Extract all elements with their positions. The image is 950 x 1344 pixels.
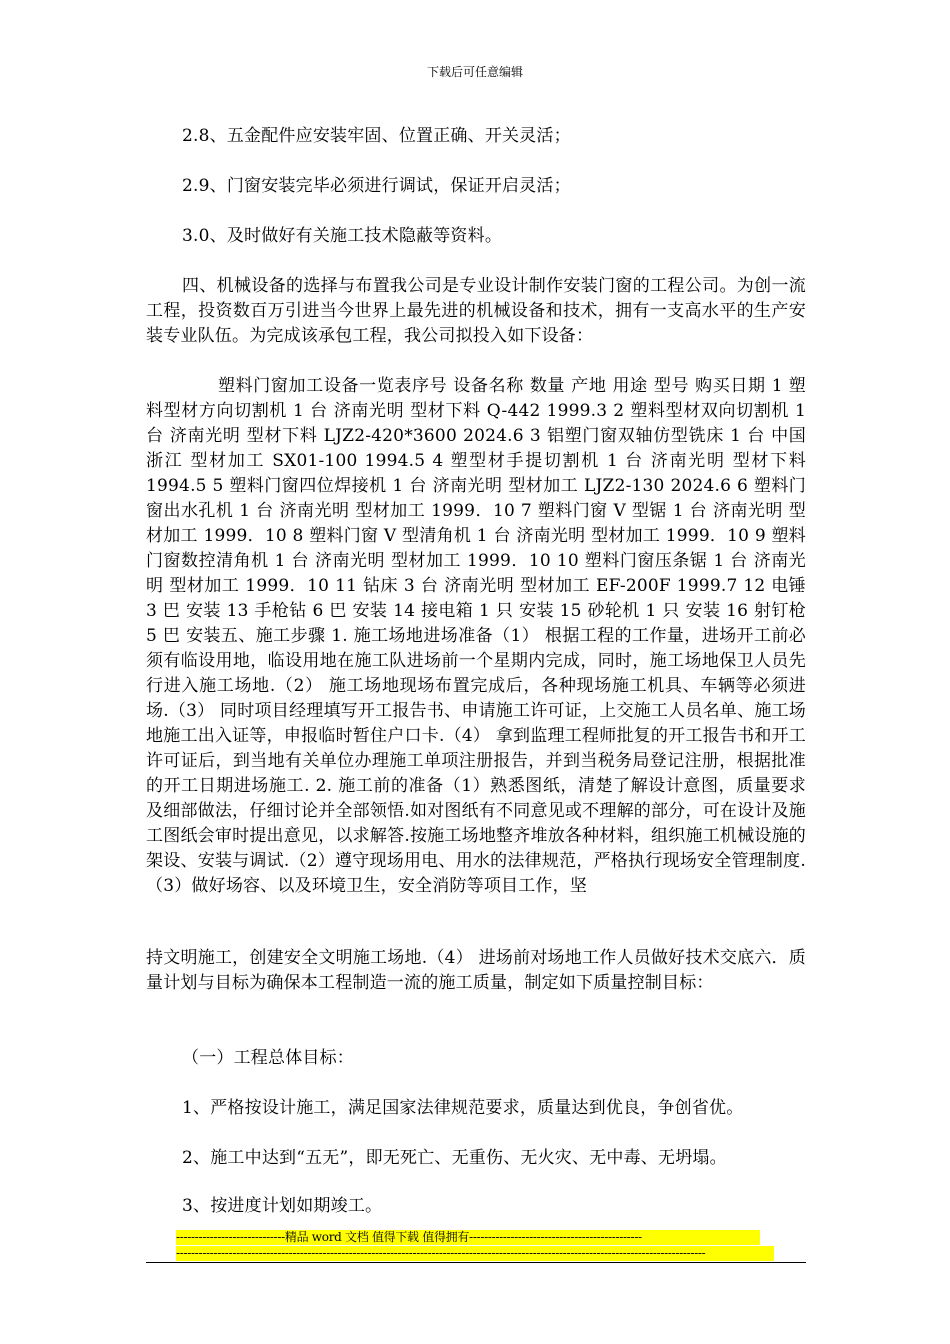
section-4-paragraph: 四、机械设备的选择与布置我公司是专业设计制作安装门窗的工程公司。为创一流工程，投资数百万引进当今世界上最先进的机械设备和技术，拥有一支高水平的生产安装专业队伍。为完成该承包工程，我公司拟投入如下设备： bbox=[146, 276, 806, 346]
page-header: 下载后可任意编辑 bbox=[426, 65, 523, 79]
item-3-0: 3.0、及时做好有关施工技术隐蔽等资料。 bbox=[182, 226, 503, 246]
item-2-8: 2.8、五金配件应安装牢固、位置正确、开关灵活； bbox=[182, 126, 571, 146]
footer-banner-line-1: -----------------------------精品 word 文档 值得下载 值得拥有---------------------------------------------- bbox=[176, 1230, 760, 1245]
footer-rule bbox=[146, 1262, 806, 1263]
goal-heading: （一）工程总体目标： bbox=[182, 1048, 354, 1068]
goal-item-1: 1、严格按设计施工，满足国家法律规范要求，质量达到优良，争创省优。 bbox=[182, 1098, 744, 1118]
item-2-9: 2.9、门窗安装完毕必须进行调试，保证开启灵活； bbox=[182, 176, 571, 196]
goal-item-2: 2、施工中达到“五无”，即无死亡、无重伤、无火灾、无中毒、无坍塌。 bbox=[182, 1148, 727, 1168]
goal-item-3: 3、按进度计划如期竣工。 bbox=[182, 1196, 383, 1216]
equipment-table-paragraph: 塑料门窗加工设备一览表序号 设备名称 数量 产地 用途 型号 购买日期 1 塑料型材方向切割机 1 台 济南光明 型材下料 Q-442 1999.3 2 塑料型材双向切割机 1 台 济南光明 型材下料 LJZ2-420*3600 2024.6 3 铝塑门窗双轴仿型铣床 1 台 中国浙江 型材加工 SX01-100 1994.5 4 塑型材手提切割机 1 台 济南光明 型材下料 1994.5 5 塑料门窗四位焊接机 1 台 济南光明 型材加工 LJZ2-130 2024.6 6 塑料门窗出水孔机 1 台 济南光明 型材加工 1999．10 7 塑料门窗 V 型锯 1 台 济南光明 型材加工 1999．10 8 塑料门窗 V 型清角机 1 台 济南光明 型材加工 1999．10 9 塑料门窗数控清角机 1 台 济南光明 型材加工 1999．10 10 塑料门窗压条锯 1 台 济南光明 型材加工 1999．10 11 钻床 3 台 济南光明 型材加工 EF-200F 1999.7 12 电锤 3 巴 安装 13 手枪钻 6 巴 安装 14 接电箱 1 只 安装 15 砂轮机 1 只 安装 16 射钉枪 5 巴 安装五、施工步骤 1. 施工场地进场准备（1） 根据工程的工作量，进场开工前必须有临设用地，临设用地在施工队进场前一个星期内完成，同时，施工场地保卫人员先行进入施工场地.（2） 施工场地现场布置完成后，各种现场施工机具、车辆等必须进场.（3） 同时项目经理填写开工报告书、申请施工许可证，上交施工人员名单、施工场地施工出入证等，申报临时暂住户口卡.（4） 拿到监理工程师批复的开工报告书和开工许可证后，到当地有关单位办理施工单项注册报告，并到当税务局登记注册，根据批准的开工日期进场施工. 2. 施工前的准备（1）熟悉图纸，清楚了解设计意图，质量要求及细部做法，仔细讨论并全部领悟.如对图纸有不同意见或不理解的部分，可在设计及施工图纸会审时提出意见，以求解答.按施工场地整齐堆放各种材料，组织施工机械设施的架设、安装与调试.（2）遵守现场用电、用水的法律规范，严格执行现场安全管理制度.（3）做好场容、以及环境卫生，安全消防等项目工作，坚 bbox=[146, 376, 806, 896]
continuation-paragraph: 持文明施工，创建安全文明施工场地.（4） 进场前对场地工作人员做好技术交底六．质量计划与目标为确保本工程制造一流的施工质量，制定如下质量控制目标： bbox=[146, 948, 806, 993]
footer-banner-line-2: --------------------------------------------------------------------------------------------------------------------------------------------- bbox=[176, 1246, 774, 1261]
